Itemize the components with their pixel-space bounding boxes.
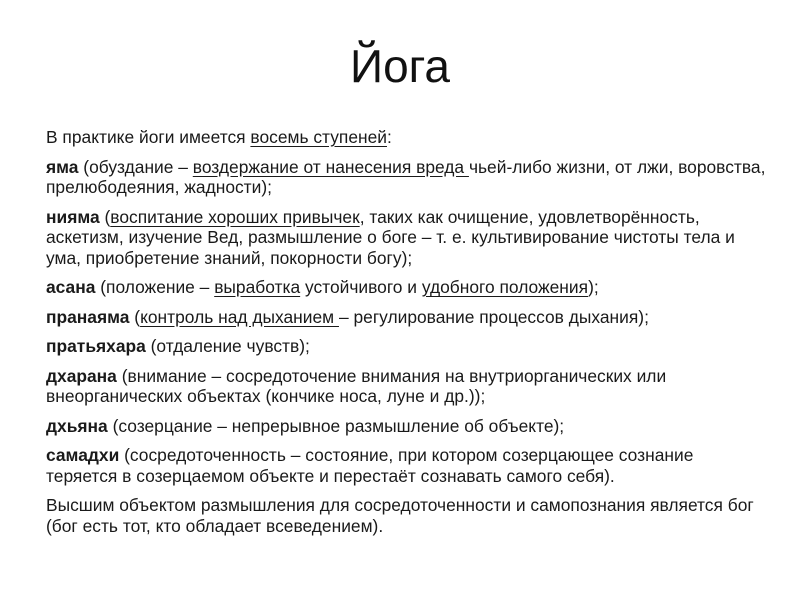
samadhi-paragraph [46,445,766,486]
conclusion-paragraph: Высшим объектом размышления для сосредоточенности и самопознания является бог (бог есть тот, кто обладает всеведением). [46,495,754,536]
yama-paragraph [46,157,766,198]
link-eight-steps[interactable]: восемь ступеней [250,127,387,147]
samadhi-text: (сосредоточенность – состояние, при котором созерцающее сознание теряется в созерцаемом объекте и перестаёт сознавать самого себя). [46,445,694,486]
link-development[interactable]: выработка [214,277,301,297]
slide-title: Йога [350,40,450,92]
yama-text-a: (обуздание – [78,156,193,177]
dhyana-text: (созерцание – непрерывное размышление об объекте); [107,415,565,436]
term-samadhi: самадхи [46,445,120,465]
asana-text-b: устойчивого и [300,277,422,297]
asana-text-a: (положение – [95,277,215,297]
slide-body [46,127,766,545]
pratyahara-text: (отдаление чувств); [145,336,310,356]
term-asana: асана [46,277,96,297]
pranayama-text-a: ( [129,306,141,327]
yama-text-b: чьей-либо жизни, от лжи, воровства, прелюбодеяния, жадности); [46,156,766,197]
niyama-text-b: , таких как очищение, удовлетворённость, аскетизм, изучение Вед, размышление о боге – т. е. культивирование чистоты тела и ума, приобретение знаний, покорности богу); [46,206,735,268]
dharana-paragraph [46,366,766,407]
dharana-text: (внимание – сосредоточение внимания на внутриорганических или внеорганических объектах (кончике носа, луне и др.)); [46,365,667,406]
link-breath-control[interactable]: контроль над дыханием [140,306,339,327]
term-pranayama: пранаяма [46,306,130,327]
niyama-text-a: ( [99,206,111,227]
intro-colon: : [386,127,392,147]
pranayama-paragraph [46,307,766,328]
dhyana-paragraph [46,416,766,437]
link-comfortable-position[interactable]: удобного положения [421,277,589,297]
term-dharana: дхарана [46,365,117,386]
pratyahara-paragraph [46,336,766,357]
niyama-paragraph [46,207,766,269]
asana-paragraph [46,277,766,298]
term-yama: яма [46,156,79,177]
link-good-habits[interactable]: воспитание хороших привычек [110,206,360,227]
term-dhyana: дхьяна [46,415,108,436]
pranayama-text-b: – регулирование процессов дыхания); [338,306,649,327]
intro-paragraph [46,127,766,148]
asana-text-c: ); [588,277,599,297]
term-pratyahara: пратьяхара [46,336,146,356]
intro-text: В практике йоги имеется [46,127,251,147]
link-nonharm[interactable]: воздержание от нанесения вреда [192,156,469,177]
term-niyama: нияма [46,206,100,227]
